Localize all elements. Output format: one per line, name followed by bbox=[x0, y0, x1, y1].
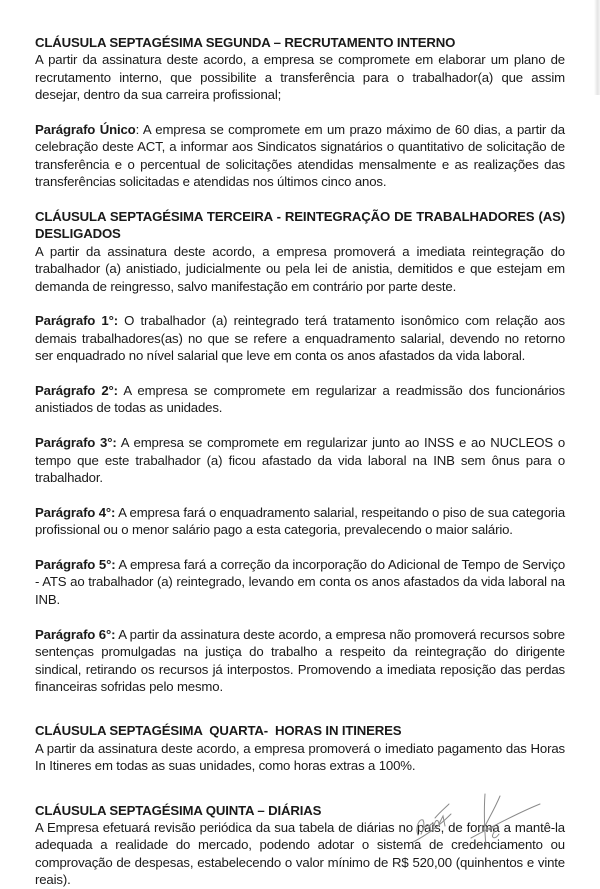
document-content bbox=[35, 34, 565, 889]
clause-title: CLÁUSULA SEPTAGÉSIMA TERCEIRA - REINTEGRAÇÃO DE TRABALHADORES (AS) DESLIGADOS bbox=[35, 209, 565, 242]
paragraph-label: Parágrafo 2°: bbox=[35, 383, 118, 399]
page-edge-shadow bbox=[594, 0, 600, 95]
clause-title: CLÁUSULA SEPTAGÉSIMA QUARTA- HORAS IN ITINERES bbox=[35, 723, 402, 739]
clause-72 bbox=[35, 34, 565, 191]
paragraph-5 bbox=[35, 556, 565, 608]
clause-73 bbox=[35, 208, 565, 695]
clause-title: CLÁUSULA SEPTAGÉSIMA SEGUNDA – RECRUTAMENTO INTERNO bbox=[35, 35, 456, 50]
paragraph-label: Parágrafo 1°: bbox=[35, 313, 118, 329]
paragraph-2 bbox=[35, 382, 565, 417]
clause-body: A Empresa efetuará revisão periódica da sua tabela de diárias no pais, de forma a mantê-la adequada a realidade do mercado, podendo adotar o sistema de credenciamento ou comprovação de despesas, estabelecendo o valor mínimo de R$ 520,00 (quinhentos e vinte reais). bbox=[35, 819, 565, 888]
paragraph-label: Parágrafo 5°: bbox=[35, 557, 116, 573]
clause-body: A partir da assinatura deste acordo, a empresa promoverá o imediato pagamento das Horas In Itineres em todas as suas unidades, como horas extras a 100%. bbox=[35, 740, 565, 774]
paragraph-label: Parágrafo Único bbox=[35, 122, 136, 138]
initials-signature-2 bbox=[471, 794, 540, 846]
paragraph-label: Parágrafo 4°: bbox=[35, 504, 116, 520]
clause-74 bbox=[35, 722, 565, 774]
initials-signature-1 bbox=[413, 804, 451, 842]
paragraph-1 bbox=[35, 312, 565, 364]
paragraph-text: A empresa fará o enquadramento salarial, respeitando o piso de sua categoria profissional ou o menor salário pago a esta categoria, prevalecendo o maior salário. bbox=[35, 504, 566, 538]
paragraph-text: A empresa se compromete em um prazo máximo de 60 dias, a partir da celebração deste ACT, a informar aos Sindicatos signatários o quantitativo de solicitação de transferência e o percentual de solicitações atendidas mensalmente e as realizações das transferências solicitadas e atendidas nos últimos cinco anos. bbox=[35, 122, 565, 190]
paragraph-6 bbox=[35, 626, 565, 696]
clause-title: CLÁUSULA SEPTAGÉSIMA QUINTA – DIÁRIAS bbox=[35, 802, 322, 818]
paragraph-label: Parágrafo 6°: bbox=[35, 626, 116, 642]
paragraph-text: A partir da assinatura deste acordo, a empresa não promoverá recursos sobre sentenças promulgadas na justiça do trabalho a respeito da reintegração do dirigente sindical, retirando os recursos já interpostos. Promovendo a imediata reposição das perdas financeiras sofridas pelo mesmo. bbox=[35, 626, 565, 694]
clause-body: A partir da assinatura deste acordo, a empresa se compromete em elaborar um plano de recrutamento interno, que possibilite a transferência para o trabalhador(a) que assim desejar, dentro da sua carreira profissional; bbox=[35, 52, 565, 103]
paragraph-text: A empresa fará a correção da incorporação do Adicional de Tempo de Serviço - ATS ao trabalhador (a) reintegrado, levando em conta os anos afastados da vida laboral na INB. bbox=[35, 557, 565, 607]
paragraph-text: A empresa se compromete em regularizar junto ao INSS e ao NUCLEOS o tempo que este trabalhador (a) ficou afastado da vida laboral na INB sem ônus para o trabalhador. bbox=[35, 435, 566, 486]
paragraph-label: Parágrafo 3°: bbox=[35, 435, 117, 451]
paragraph-4 bbox=[35, 504, 565, 539]
clause-body: A partir da assinatura deste acordo, a empresa promoverá a imediata reintegração do trabalhador (a) anistiado, judicialmente ou pela lei de anistia, demitidos e que estejam em demanda de reingresso, salvo manifestação em contrário por parte deste. bbox=[35, 243, 565, 294]
signature-icon bbox=[385, 790, 545, 849]
paragraph-separator: : bbox=[135, 122, 140, 138]
paragraph-text: O trabalhador (a) reintegrado terá tratamento isonômico com relação aos demais trabalhadores(as) no que se refere a enquadramento salarial, devendo no retorno ser enquadrado no nível salarial que leve em conta os anos afastados da vida laboral. bbox=[35, 313, 565, 364]
paragraph-text: A empresa se compromete em regularizar a readmissão dos funcionários anistiados de todas as unidades. bbox=[35, 383, 565, 416]
paragraph-unico bbox=[35, 121, 565, 191]
paragraph-3 bbox=[35, 434, 565, 486]
